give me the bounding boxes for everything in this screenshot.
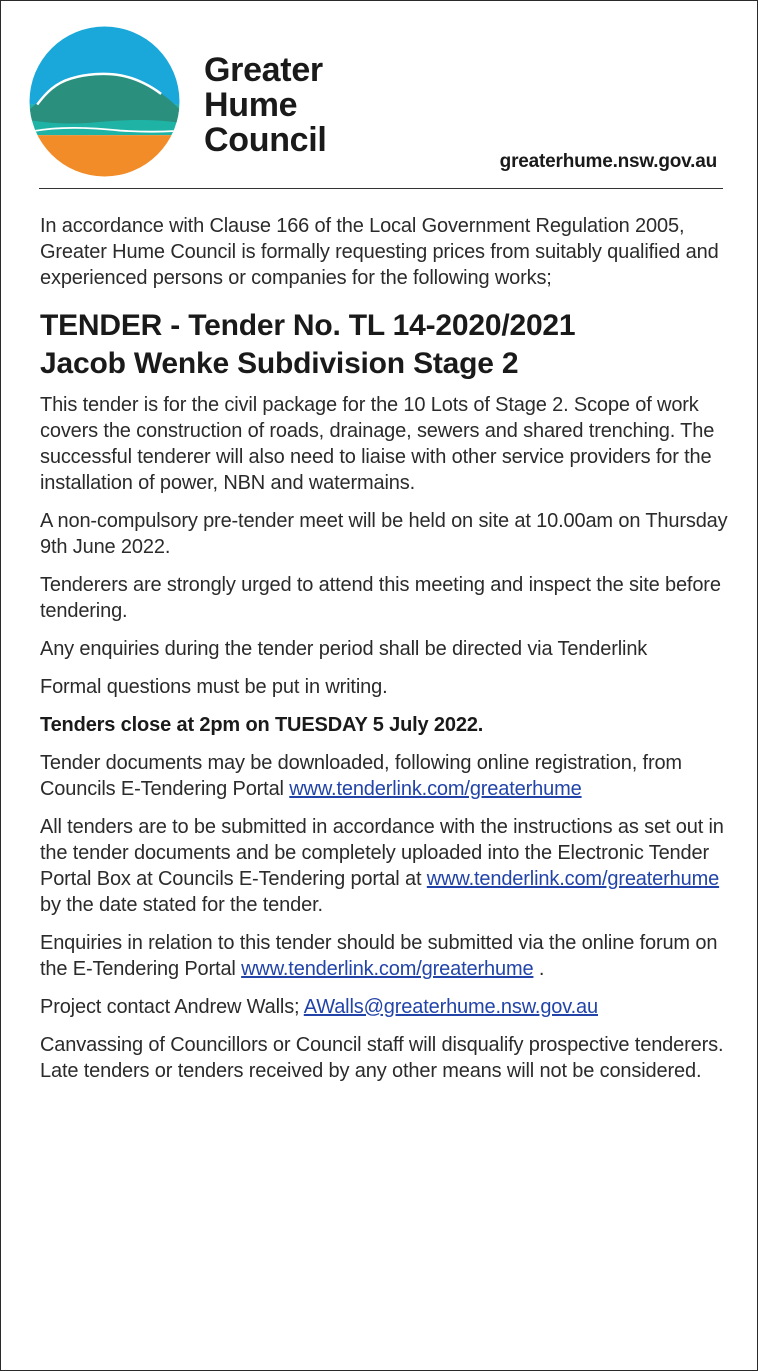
brand-line-2: Hume xyxy=(204,86,298,124)
header-divider xyxy=(39,188,723,189)
contact-email-link[interactable]: AWalls@greaterhume.nsw.gov.au xyxy=(303,996,598,1018)
tenderlink-link-forum[interactable]: www.tenderlink.com/greaterhume xyxy=(241,958,534,980)
tender-title-line-1: TENDER - Tender No. TL 14-2020/2021 xyxy=(40,309,576,342)
forum-paragraph xyxy=(40,930,730,982)
canvassing-paragraph: Canvassing of Councillors or Council staff will disqualify prospective tenderers. Late tenders or tenders received by any other means will not be considered. xyxy=(40,1034,724,1082)
documents-paragraph xyxy=(40,750,730,802)
council-name xyxy=(204,53,327,158)
tender-title xyxy=(40,307,730,383)
enquiries-paragraph: Any enquiries during the tender period shall be directed via Tenderlink xyxy=(40,638,648,660)
submission-text-after: by the date stated for the tender. xyxy=(40,894,323,916)
scope-paragraph: This tender is for the civil package for the 10 Lots of Stage 2. Scope of work covers the construction of roads, drainage, sewers and shared trenching. The successful tenderer will also need to liaise with other service providers for the installation of power, NBN and watermains. xyxy=(40,394,715,494)
council-logo-icon xyxy=(28,25,181,178)
brand-line-3: Council xyxy=(204,121,327,159)
questions-paragraph: Formal questions must be put in writing. xyxy=(40,676,388,698)
close-date: Tenders close at 2pm on TUESDAY 5 July 2022. xyxy=(40,714,484,736)
documents-text: Tender documents may be downloaded, following online registration, from Councils E-Tendering Portal xyxy=(40,752,682,800)
logo-sand xyxy=(28,135,181,178)
forum-text: Enquiries in relation to this tender should be submitted via the online forum on the E-Tendering Portal xyxy=(40,932,718,980)
notice-body xyxy=(40,213,730,1096)
brand-line-1: Greater xyxy=(204,51,323,89)
meeting-paragraph: A non-compulsory pre-tender meet will be held on site at 10.00am on Thursday 9th June 2022. xyxy=(40,510,728,558)
contact-text: Project contact Andrew Walls; xyxy=(40,996,304,1018)
tenderlink-link-submission[interactable]: www.tenderlink.com/greaterhume xyxy=(426,868,720,890)
submission-paragraph xyxy=(40,814,730,918)
tenderlink-link-documents[interactable]: www.tenderlink.com/greaterhume xyxy=(289,778,582,800)
website-url[interactable]: greaterhume.nsw.gov.au xyxy=(499,151,717,172)
contact-paragraph xyxy=(40,994,730,1020)
intro-paragraph: In accordance with Clause 166 of the Local Government Regulation 2005, Greater Hume Council is formally requesting prices from suitably qualified and experienced persons or companies for the following works; xyxy=(40,215,719,289)
submission-text-before: All tenders are to be submitted in accordance with the instructions as set out in the tender documents and be completely uploaded into the Electronic Tender Portal Box at Councils E-Tendering portal at xyxy=(40,816,724,890)
forum-text-after: . xyxy=(533,958,545,980)
tender-title-line-2: Jacob Wenke Subdivision Stage 2 xyxy=(40,347,519,380)
attend-paragraph: Tenderers are strongly urged to attend this meeting and inspect the site before tendering. xyxy=(40,574,721,622)
